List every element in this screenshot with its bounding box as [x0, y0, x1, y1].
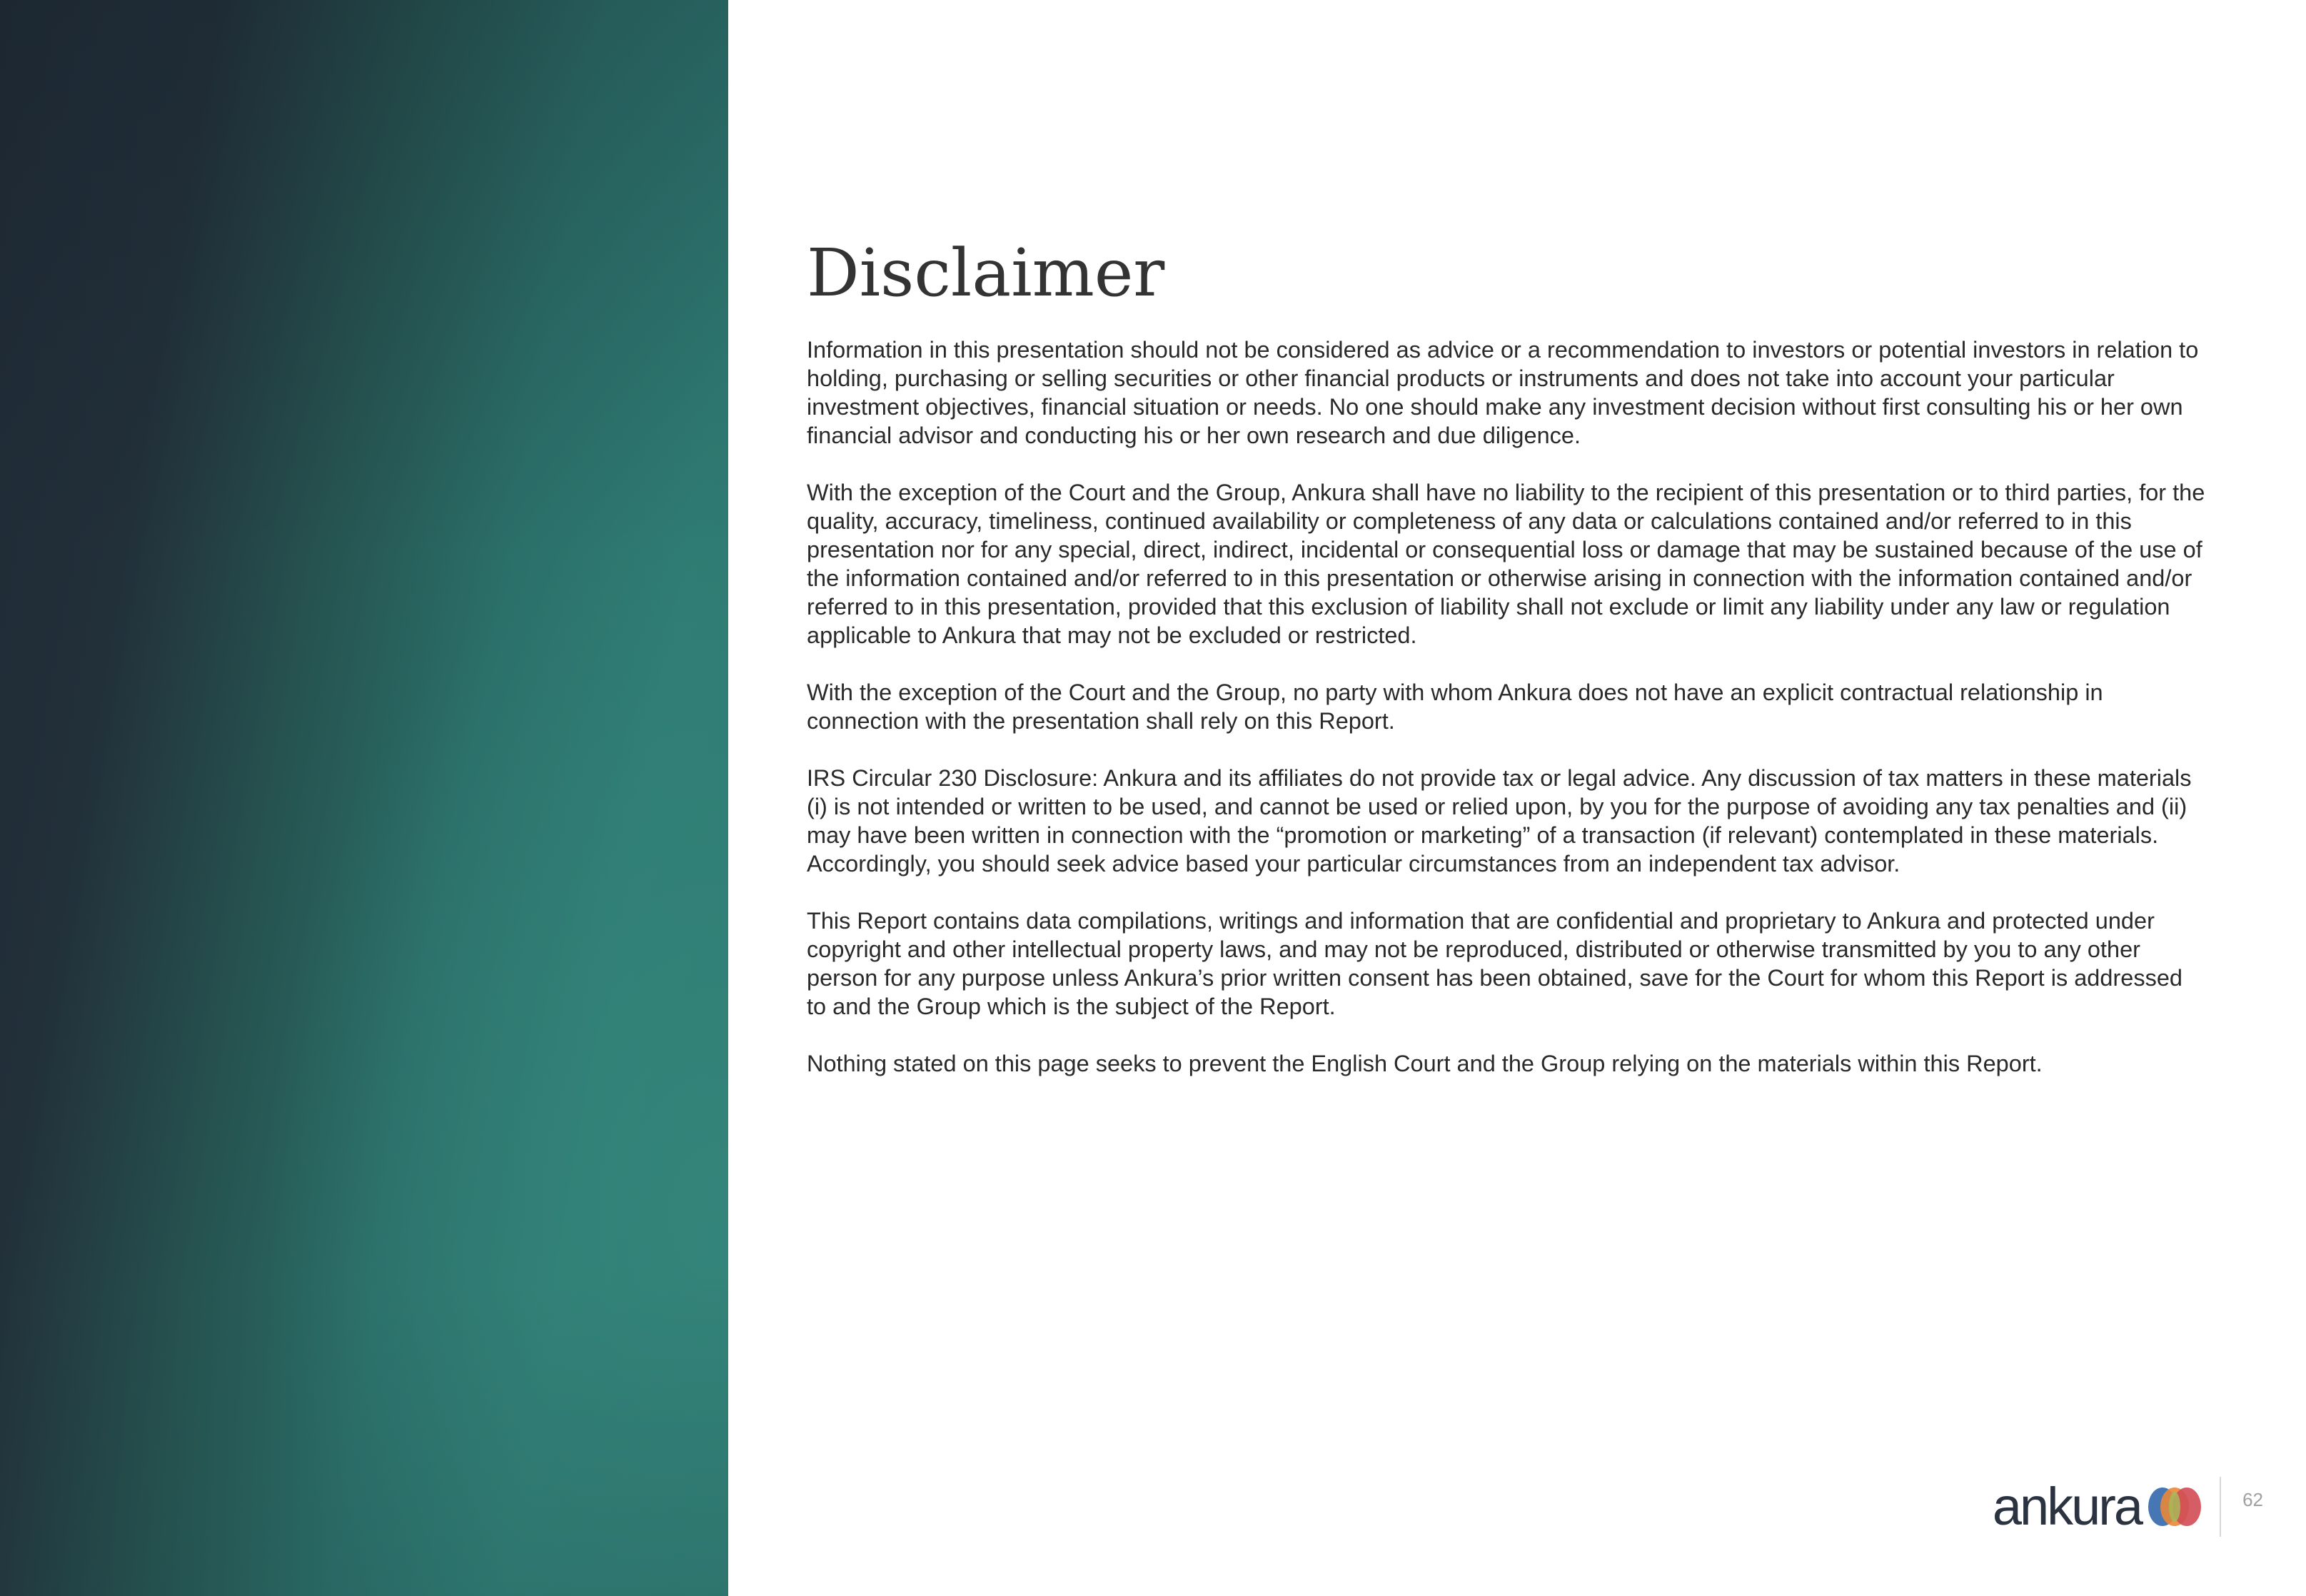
- page-footer: [1993, 1475, 2263, 1539]
- ankura-logo: [1992, 1477, 2204, 1536]
- disclaimer-paragraph-liability: With the exception of the Court and the Group, Ankura shall have no liability to the recipient of this presentation or to third parties, for the quality, accuracy, timeliness, continued availability or completeness of any data or calculations contained and/or referred to in this presentation nor for any special, direct, indirect, incidental or consequential loss or damage that may be sustained because of the use of the information contained and/or referred to in this presentation or otherwise arising in connection with the information contained and/or referred to in this presentation, provided that this exclusion of liability shall not exclude or limit any liability under any law or regulation applicable to Ankura that may not be excluded or restricted.: [807, 479, 2205, 648]
- disclaimer-paragraph-advice: Information in this presentation should not be considered as advice or a recommendation to investors or potential investors in relation to holding, purchasing or selling securities or other financial products or instruments and does not take into account your particular investment objectives, financial situation or needs. No one should make any investment decision without first consulting his or her own financial advisor and conducting his or her own research and due diligence.: [807, 336, 2199, 448]
- disclaimer-content: [807, 236, 2206, 1106]
- disclaimer-paragraph-reliance: With the exception of the Court and the Group, no party with whom Ankura does not have an explicit contractual relationship in connection with the presentation shall rely on this Report.: [807, 679, 2103, 734]
- disclaimer-paragraph-court: Nothing stated on this page seeks to prevent the English Court and the Group relying on the materials within this Report.: [807, 1050, 2043, 1076]
- disclaimer-paragraph-confidentiality: This Report contains data compilations, writings and information that are confidential and proprietary to Ankura and protected under copyright and other intellectual property laws, and may not be reproduced, distributed or otherwise transmitted by you to any other person for any purpose unless Ankura’s prior written consent has been obtained, save for the Court for whom this Report is addressed to and the Group which is the subject of the Report.: [807, 907, 2182, 1019]
- page-title: Disclaimer: [807, 235, 1165, 311]
- page-number: 62: [2242, 1488, 2263, 1510]
- logo-wordmark: ankura: [1992, 1477, 2142, 1536]
- decorative-side-panel: [0, 0, 728, 1596]
- disclaimer-paragraph-irs-circular: IRS Circular 230 Disclosure: Ankura and its affiliates do not provide tax or legal advice. Any discussion of tax matters in these materials (i) is not intended or written to be used, and cannot be used or relied upon, by you for the purpose of avoiding any tax penalties and (ii) may have been written in connection with the “promotion or marketing” of a transaction (if relevant) contemplated in these materials. Accordingly, you should seek advice based your particular circumstances from an independent tax advisor.: [807, 764, 2192, 877]
- footer-divider: [2220, 1477, 2221, 1537]
- ankura-rings-icon: [2145, 1485, 2204, 1529]
